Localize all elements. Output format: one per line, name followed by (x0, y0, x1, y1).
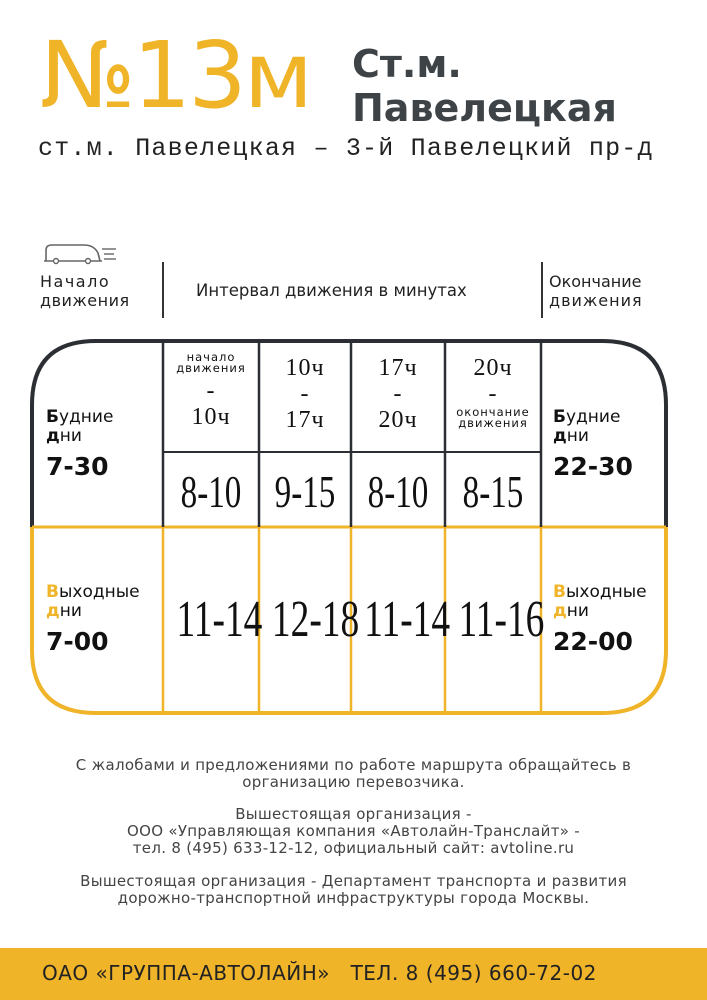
weekend-interval-3: 11-14 (364, 591, 451, 648)
weekday-interval-1: 8-10 (180, 466, 242, 517)
weekend-rest2: ни (59, 601, 82, 621)
weekend-start-label (46, 583, 140, 621)
weekdays-end-rest1: удние (565, 407, 621, 427)
header-start-line2: движения (40, 291, 130, 310)
department-line1: Вышестоящая организация - Департамент транспорта и развития (80, 872, 627, 890)
route-path: ст.м. Павелецкая – 3-й Павелецкий пр-д (38, 134, 654, 163)
weekday-interval-4: 8-15 (462, 466, 524, 517)
parent-org-line3: тел. 8 (495) 633-12-12, официальный сайт: avtoline.ru (132, 839, 575, 857)
period-1-bottom: 10ч (191, 404, 231, 430)
period-4-top: 20ч (473, 355, 513, 381)
weekdays-end-letter2: д (553, 426, 567, 446)
weekend-end-letter1: В (553, 582, 566, 602)
period-4-dash: - (488, 381, 498, 407)
weekday-interval-3: 8-10 (367, 466, 429, 517)
weekend-interval-4: 11-16 (458, 591, 545, 648)
weekdays-end-rest2: ни (566, 426, 589, 446)
period-header-2 (259, 355, 351, 433)
weekdays-letter2: д (46, 426, 60, 446)
header-end-line1: Окончание (549, 272, 642, 291)
weekdays-end-label (553, 408, 620, 446)
period-3-bottom: 20ч (378, 407, 418, 433)
period-3-top: 17ч (378, 355, 418, 381)
complaints-info (0, 757, 707, 791)
weekend-end-letter2: д (553, 601, 567, 621)
weekend-end-time: 22-00 (553, 627, 633, 656)
complaints-line1: С жалобами и предложениями по работе маршрута обращайтесь в (75, 756, 632, 774)
footer-contact: ОАО «ГРУППА-АВТОЛАЙН» ТЕЛ. 8 (495) 660-72-02 (42, 961, 597, 985)
header-start-line1: Начало (40, 272, 111, 291)
weekend-end-rest2: ни (566, 601, 589, 621)
period-header-1 (163, 352, 259, 430)
parent-org-line2: ООО «Управляющая компания «Автолайн-Транслайт» - (126, 822, 580, 840)
weekdays-letter1: Б (46, 407, 59, 427)
stop-name-line2: Павелецкая (352, 86, 617, 130)
period-1-dash: - (206, 378, 216, 404)
period-header-4 (445, 355, 541, 429)
department-line2: дорожно-транспортной инфраструктуры города Москвы. (117, 889, 590, 907)
department-info (0, 873, 707, 907)
header-interval: Интервал движения в минутах (196, 281, 467, 300)
period-header-3 (351, 355, 445, 433)
weekday-interval-2: 9-15 (274, 466, 336, 517)
weekdays-start-label (46, 408, 113, 446)
route-number: №13м (40, 22, 311, 129)
period-2-bottom: 17ч (285, 407, 325, 433)
weekend-rest1: ыходные (58, 582, 140, 602)
period-4-bottom: окончание движения (456, 405, 530, 430)
weekend-letter2: д (46, 601, 60, 621)
weekend-interval-2: 12-18 (271, 591, 360, 648)
weekdays-end-time: 22-30 (553, 452, 633, 481)
weekend-end-label (553, 583, 647, 621)
period-1-top: начало движения (176, 350, 246, 375)
weekdays-rest1: удние (58, 407, 114, 427)
weekdays-rest2: ни (59, 426, 82, 446)
weekend-interval-1: 11-14 (176, 591, 263, 648)
parent-org-line1: Вышестоящая организация - (235, 805, 472, 823)
weekend-end-rest1: ыходные (565, 582, 647, 602)
stop-name-line1: Ст.м. (352, 42, 462, 86)
weekdays-end-letter1: Б (553, 407, 566, 427)
header-end-line2: движения (549, 291, 643, 310)
weekend-start-time: 7-00 (46, 627, 109, 656)
period-2-top: 10ч (285, 355, 325, 381)
parent-org-info (0, 806, 707, 857)
weekdays-start-time: 7-30 (46, 452, 109, 481)
weekend-letter1: В (46, 582, 59, 602)
period-2-dash: - (300, 381, 310, 407)
period-3-dash: - (393, 381, 403, 407)
complaints-line2: организацию перевозчика. (242, 773, 465, 791)
